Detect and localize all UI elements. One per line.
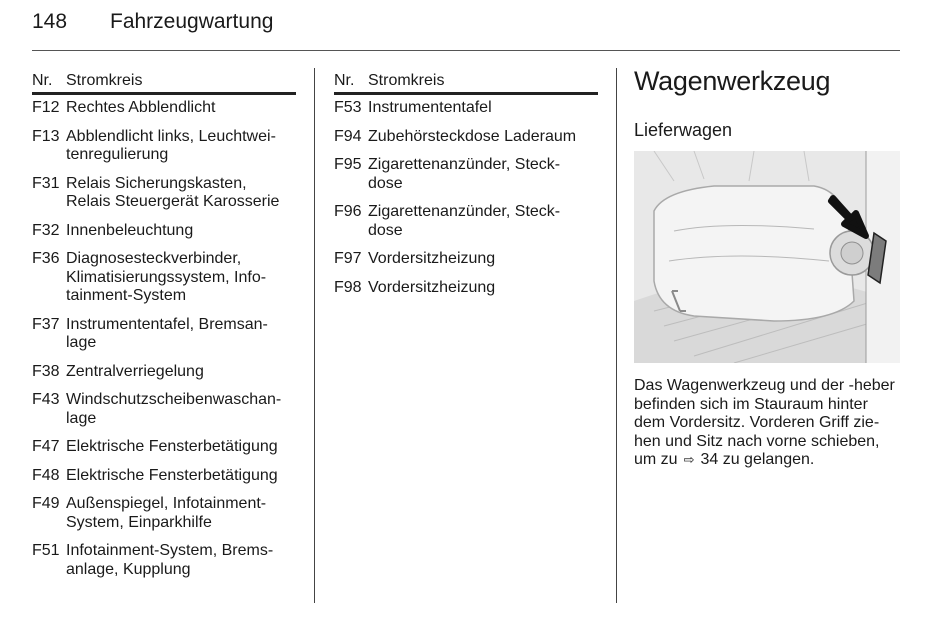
- fuse-number: F12: [32, 99, 60, 116]
- table-row: [32, 391, 296, 428]
- fuse-number: F94: [334, 127, 362, 145]
- fuse-number: F49: [32, 495, 60, 512]
- column-header-circuit: Stromkreis: [66, 72, 143, 89]
- fuse-table-right: [334, 70, 598, 307]
- table-row: [32, 316, 296, 353]
- column-divider-2: [616, 68, 617, 603]
- table-row: [32, 99, 296, 118]
- table-row: [32, 542, 296, 579]
- column-header-nr: Nr.: [334, 72, 355, 89]
- circuit-description: Zentralverriegelung: [66, 362, 204, 380]
- circuit-description: Relais Sicherungskasten, Relais Steuergerät Karosserie: [66, 174, 280, 210]
- table-header: [32, 70, 296, 95]
- circuit-description: Diagnosesteckverbinder, Klimatisierungssystem, Info- tainment-System: [66, 250, 267, 304]
- fuse-number: F98: [334, 278, 362, 296]
- circuit-description: Rechtes Abblendlicht: [66, 99, 216, 116]
- table-body: [32, 99, 296, 579]
- fuse-number: F43: [32, 391, 60, 408]
- subsection-heading: Lieferwagen: [634, 120, 733, 140]
- fuse-number: F97: [334, 250, 362, 267]
- header-divider: [32, 50, 900, 51]
- description-page-ref: 34 zu gelangen.: [696, 451, 815, 468]
- table-row: [334, 99, 598, 118]
- table-row: [32, 438, 296, 457]
- fuse-table-left: [32, 70, 296, 589]
- circuit-description: Zigarettenanzünder, Steck- dose: [368, 203, 561, 239]
- fuse-number: F31: [32, 174, 60, 192]
- table-header: [334, 70, 598, 95]
- fuse-number: F38: [32, 362, 60, 380]
- table-row: [334, 203, 598, 240]
- arrow-reference-icon: ⇨: [683, 452, 695, 467]
- circuit-description: Infotainment-System, Brems- anlage, Kupplung: [66, 542, 274, 578]
- tool-kit-section: [634, 62, 904, 468]
- table-row: [334, 279, 598, 298]
- table-row: [32, 175, 296, 212]
- fuse-number: F96: [334, 203, 362, 220]
- table-row: [334, 250, 598, 269]
- circuit-description: Außenspiegel, Infotainment- System, Einparkhilfe: [66, 495, 267, 531]
- fuse-number: F47: [32, 438, 60, 455]
- circuit-description: Instrumententafel, Bremsan- lage: [66, 315, 268, 351]
- table-row: [32, 222, 296, 241]
- table-row: [32, 363, 296, 382]
- circuit-description: Elektrische Fensterbetätigung: [66, 466, 278, 484]
- fuse-number: F32: [32, 221, 60, 239]
- fuse-number: F95: [334, 156, 362, 173]
- fuse-number: F48: [32, 466, 60, 484]
- column-header-circuit: Stromkreis: [368, 72, 445, 89]
- circuit-description: Zigarettenanzünder, Steck- dose: [368, 156, 561, 192]
- circuit-description: Innenbeleuchtung: [66, 221, 194, 239]
- table-row: [32, 128, 296, 165]
- table-row: [32, 467, 296, 486]
- fuse-number: F53: [334, 99, 362, 116]
- page-number: 148: [32, 10, 68, 33]
- fuse-number: F13: [32, 127, 60, 145]
- description-text: Das Wagenwerkzeug und der -heber befinden sich im Stauraum hinter dem Vordersitz. Vorderen Griff zie- hen und Sitz nach vorne schieben, um zu: [634, 377, 895, 468]
- circuit-description: Elektrische Fensterbetätigung: [66, 438, 278, 455]
- seat-storage-illustration: [634, 151, 900, 363]
- circuit-description: Windschutzscheibenwaschan- lage: [66, 391, 282, 427]
- table-row: [334, 128, 598, 147]
- column-divider-1: [314, 68, 315, 603]
- circuit-description: Vordersitzheizung: [368, 278, 496, 296]
- page-header: [32, 10, 900, 50]
- column-header-nr: Nr.: [32, 72, 53, 89]
- fuse-number: F37: [32, 315, 60, 333]
- circuit-description: Instrumententafel: [368, 99, 492, 116]
- table-body: [334, 99, 598, 297]
- section-title: Fahrzeugwartung: [110, 10, 274, 33]
- fuse-number: F36: [32, 250, 60, 267]
- table-row: [334, 156, 598, 193]
- table-row: [32, 250, 296, 306]
- table-row: [32, 495, 296, 532]
- circuit-description: Abblendlicht links, Leuchtwei- tenregulierung: [66, 127, 276, 163]
- section-heading: Wagenwerkzeug: [634, 66, 831, 96]
- circuit-description: Vordersitzheizung: [368, 250, 496, 267]
- fuse-number: F51: [32, 542, 60, 559]
- circuit-description: Zubehörsteckdose Laderaum: [368, 127, 577, 145]
- tool-kit-description: [634, 377, 904, 470]
